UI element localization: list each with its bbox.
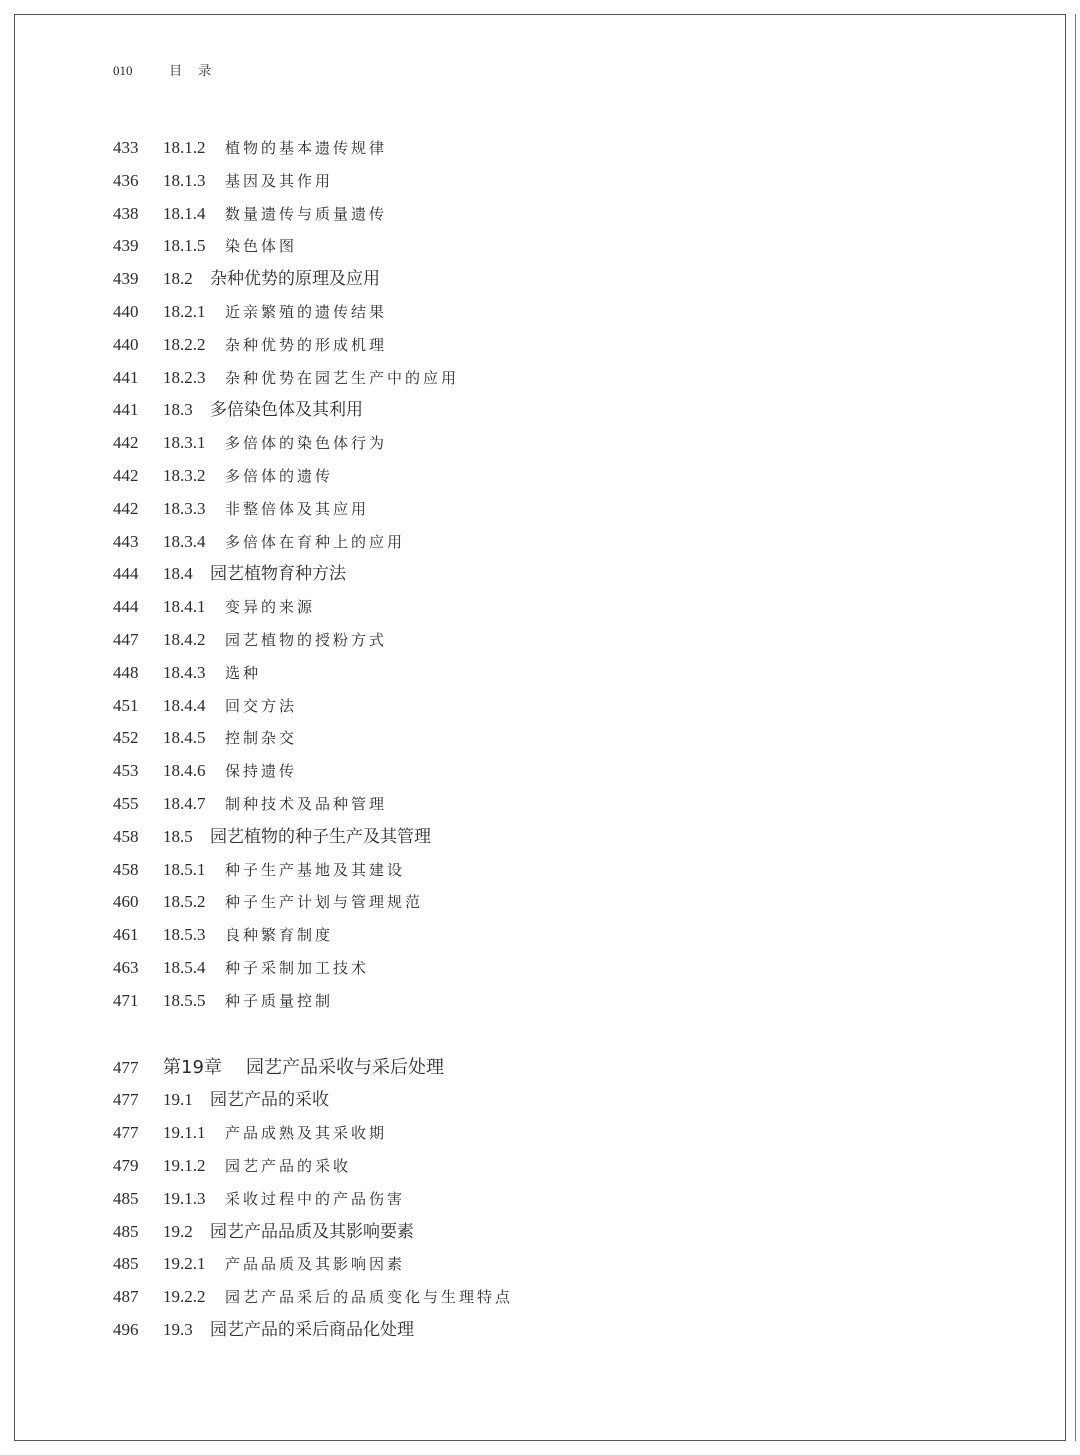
- toc-page-number: 477: [113, 1123, 139, 1143]
- toc-section-number: 18.2.1: [163, 301, 206, 321]
- toc-entry[interactable]: [113, 985, 1013, 1018]
- toc-section-number: 18.4.6: [163, 761, 206, 781]
- toc-section-title: 数量遗传与质量遗传: [225, 204, 388, 223]
- toc-section-title: 园艺产品采收与采后处理: [246, 1056, 444, 1078]
- toc-section-title: 杂种优势在园艺生产中的应用: [225, 368, 460, 387]
- toc-section-title: 园艺产品的采收: [225, 1156, 352, 1175]
- toc-section-number: 18.4.5: [163, 728, 206, 748]
- toc-page-number: 453: [113, 761, 139, 781]
- toc-page-number: 440: [113, 301, 139, 321]
- toc-entry[interactable]: [113, 1117, 1013, 1150]
- page-border-right: [1065, 14, 1066, 1441]
- toc-section-title: 制种技术及品种管理: [225, 794, 388, 813]
- toc-page-number: 458: [113, 859, 139, 879]
- toc-section-number: 18.5.1: [163, 859, 206, 879]
- toc-page-number: 433: [113, 138, 139, 157]
- toc-section-title: 多倍体在育种上的应用: [225, 532, 406, 551]
- toc-entry[interactable]: [113, 230, 1013, 263]
- toc-section-title: 园艺产品品质及其影响要素: [210, 1221, 414, 1242]
- page-border-left: [14, 14, 15, 1441]
- toc-section-number: 第19章: [163, 1056, 222, 1078]
- toc-section-number: 19.1: [163, 1090, 193, 1110]
- toc-page-number: 458: [113, 826, 139, 846]
- toc-section-number: 18.1.2: [163, 138, 206, 157]
- toc-entry[interactable]: [113, 788, 1013, 821]
- toc-section-number: 19.1.1: [163, 1123, 206, 1143]
- header-title: 目 录: [169, 64, 218, 79]
- toc-page-number: 477: [113, 1090, 139, 1110]
- toc-page-number: 479: [113, 1155, 139, 1175]
- toc-section-title: 植物的基本遗传规律: [225, 139, 388, 157]
- toc-page-number: 438: [113, 203, 139, 223]
- toc-entry[interactable]: [113, 886, 1013, 919]
- toc-page-number: 485: [113, 1221, 139, 1241]
- toc-section-number: 18.5.5: [163, 990, 206, 1010]
- toc-page-number: 442: [113, 498, 139, 518]
- toc-section-number: 19.1.3: [163, 1188, 206, 1208]
- page-border-top: [14, 14, 1066, 15]
- toc-entry[interactable]: [113, 1084, 1013, 1117]
- toc-section-title: 杂种优势的原理及应用: [210, 269, 380, 290]
- toc-entry[interactable]: [113, 493, 1013, 526]
- toc-entry[interactable]: [113, 821, 1013, 854]
- toc-section-number: 18.4: [163, 564, 193, 584]
- toc-page-number: 461: [113, 925, 139, 945]
- toc-page-number: 442: [113, 465, 139, 485]
- toc-section-title: 种子生产基地及其建设: [225, 860, 406, 879]
- toc-entry[interactable]: [113, 1150, 1013, 1183]
- toc-section-title: 回交方法: [225, 696, 298, 715]
- toc-page-number: 447: [113, 629, 139, 649]
- toc-page-number: 439: [113, 236, 139, 256]
- toc-section-number: 18.4.4: [163, 695, 206, 715]
- toc-page-number: 441: [113, 400, 139, 420]
- toc-page-number: 443: [113, 531, 139, 551]
- toc-section-number: 18.4.7: [163, 793, 206, 813]
- toc-section-title: 基因及其作用: [225, 171, 334, 190]
- toc-section-number: 18.2.3: [163, 367, 206, 387]
- toc-section-title: 染色体图: [225, 237, 298, 256]
- toc-page-number: 452: [113, 728, 139, 748]
- toc-section-number: 18.3.4: [163, 531, 206, 551]
- toc-page-number: 441: [113, 367, 139, 387]
- toc-section-title: 选种: [225, 663, 262, 682]
- toc-chapter-entry[interactable]: [113, 1052, 1013, 1085]
- toc-page-number: 487: [113, 1287, 139, 1307]
- toc-entry[interactable]: [113, 165, 1013, 198]
- toc-entry[interactable]: [113, 296, 1013, 329]
- toc-section-number: 19.2.2: [163, 1287, 206, 1307]
- toc-entry[interactable]: [113, 198, 1013, 231]
- toc-entry[interactable]: [113, 722, 1013, 755]
- toc-entry[interactable]: [113, 1248, 1013, 1281]
- toc-section-number: 18.5.3: [163, 925, 206, 945]
- toc-page-number: 444: [113, 564, 139, 584]
- toc-section-number: 18.2.2: [163, 334, 206, 354]
- toc-section-title: 近亲繁殖的遗传结果: [225, 302, 388, 321]
- toc-section-number: 18.5: [163, 826, 193, 846]
- toc-section-title: 多倍体的染色体行为: [225, 434, 388, 453]
- toc-entry[interactable]: [113, 854, 1013, 887]
- toc-entry[interactable]: [113, 657, 1013, 690]
- toc-page-number: 471: [113, 990, 139, 1010]
- toc-entry[interactable]: [113, 362, 1013, 395]
- toc-entry[interactable]: [113, 690, 1013, 723]
- toc-section-number: 18.4.1: [163, 597, 206, 617]
- toc-section-title: 园艺产品的采收: [210, 1090, 329, 1111]
- toc-section-title: 园艺植物的种子生产及其管理: [210, 826, 431, 847]
- toc-section-title: 变异的来源: [225, 598, 316, 617]
- toc-section-title: 良种繁育制度: [225, 926, 334, 945]
- toc-section-number: 19.3: [163, 1319, 193, 1339]
- toc-section-title: 杂种优势的形成机理: [225, 335, 388, 354]
- toc-page-number: 440: [113, 334, 139, 354]
- toc-entry[interactable]: [113, 755, 1013, 788]
- toc-section-number: 18.4.2: [163, 629, 206, 649]
- toc-page-number: 460: [113, 892, 139, 912]
- toc-section-number: 18.5.2: [163, 892, 206, 912]
- toc-section-number: 18.2: [163, 269, 193, 289]
- toc-page-number: 436: [113, 170, 139, 190]
- toc-entry[interactable]: [113, 394, 1013, 427]
- toc-section-title: 园艺产品的采后商品化处理: [210, 1319, 414, 1340]
- toc-section-title: 园艺植物育种方法: [210, 564, 346, 585]
- toc-entry[interactable]: [113, 952, 1013, 985]
- toc-section-title: 保持遗传: [225, 762, 298, 781]
- toc-entry[interactable]: [113, 624, 1013, 657]
- toc-entry[interactable]: [113, 329, 1013, 362]
- table-of-contents: [113, 132, 1013, 1347]
- toc-section-number: 19.2.1: [163, 1254, 206, 1274]
- toc-entry[interactable]: [113, 263, 1013, 296]
- toc-section-number: 19.1.2: [163, 1155, 206, 1175]
- toc-section-title: 多倍体的遗传: [225, 466, 334, 485]
- toc-section-number: 19.2: [163, 1221, 193, 1241]
- toc-page-number: 485: [113, 1254, 139, 1274]
- toc-section-number: 18.5.4: [163, 957, 206, 977]
- toc-section-number: 18.3: [163, 400, 193, 420]
- toc-section-number: 18.1.5: [163, 236, 206, 256]
- toc-page-number: 439: [113, 269, 139, 289]
- toc-entry[interactable]: [113, 1281, 1013, 1314]
- toc-section-number: 18.1.4: [163, 203, 206, 223]
- toc-section-number: 18.3.2: [163, 465, 206, 485]
- toc-section-title: 产品成熟及其采收期: [225, 1124, 388, 1143]
- toc-section-title: 种子质量控制: [225, 991, 334, 1010]
- toc-section-title: 非整倍体及其应用: [225, 499, 370, 518]
- toc-page-number: 496: [113, 1319, 139, 1339]
- toc-group-chapter-18: [113, 132, 1013, 1018]
- toc-page-number: 448: [113, 662, 139, 682]
- page-edge-line: [1075, 14, 1076, 1441]
- toc-page-number: 477: [113, 1057, 139, 1077]
- toc-entry[interactable]: [113, 427, 1013, 460]
- toc-page-number: 463: [113, 957, 139, 977]
- toc-entry[interactable]: [113, 460, 1013, 493]
- toc-page-number: 455: [113, 793, 139, 813]
- toc-entry[interactable]: [113, 919, 1013, 952]
- page-border-bottom: [14, 1440, 1066, 1441]
- toc-section-title: 种子生产计划与管理规范: [225, 893, 424, 912]
- toc-section-title: 园艺产品采后的品质变化与生理特点: [225, 1288, 514, 1307]
- toc-entry[interactable]: [113, 591, 1013, 624]
- toc-section-title: 园艺植物的授粉方式: [225, 630, 388, 649]
- toc-section-number: 18.3.1: [163, 433, 206, 453]
- toc-section-title: 产品品质及其影响因素: [225, 1255, 406, 1274]
- toc-entry[interactable]: [113, 1183, 1013, 1216]
- toc-page-number: 485: [113, 1188, 139, 1208]
- toc-page-number: 451: [113, 695, 139, 715]
- toc-section-title: 多倍染色体及其利用: [210, 400, 363, 421]
- toc-entry[interactable]: [113, 558, 1013, 591]
- toc-section-title: 种子采制加工技术: [225, 958, 370, 977]
- toc-entry[interactable]: [113, 1216, 1013, 1249]
- toc-entry[interactable]: [113, 1314, 1013, 1347]
- toc-section-title: 采收过程中的产品伤害: [225, 1189, 406, 1208]
- toc-entry[interactable]: [113, 132, 1013, 165]
- toc-section-number: 18.4.3: [163, 662, 206, 682]
- running-header: [113, 61, 217, 81]
- header-page-number: 010: [113, 63, 133, 78]
- toc-section-title: 控制杂交: [225, 729, 298, 748]
- toc-entry[interactable]: [113, 526, 1013, 559]
- toc-section-number: 18.1.3: [163, 170, 206, 190]
- toc-group-chapter-19: [113, 1052, 1013, 1347]
- section-gap: [113, 1018, 1013, 1052]
- toc-page-number: 442: [113, 433, 139, 453]
- toc-section-number: 18.3.3: [163, 498, 206, 518]
- toc-page-number: 444: [113, 597, 139, 617]
